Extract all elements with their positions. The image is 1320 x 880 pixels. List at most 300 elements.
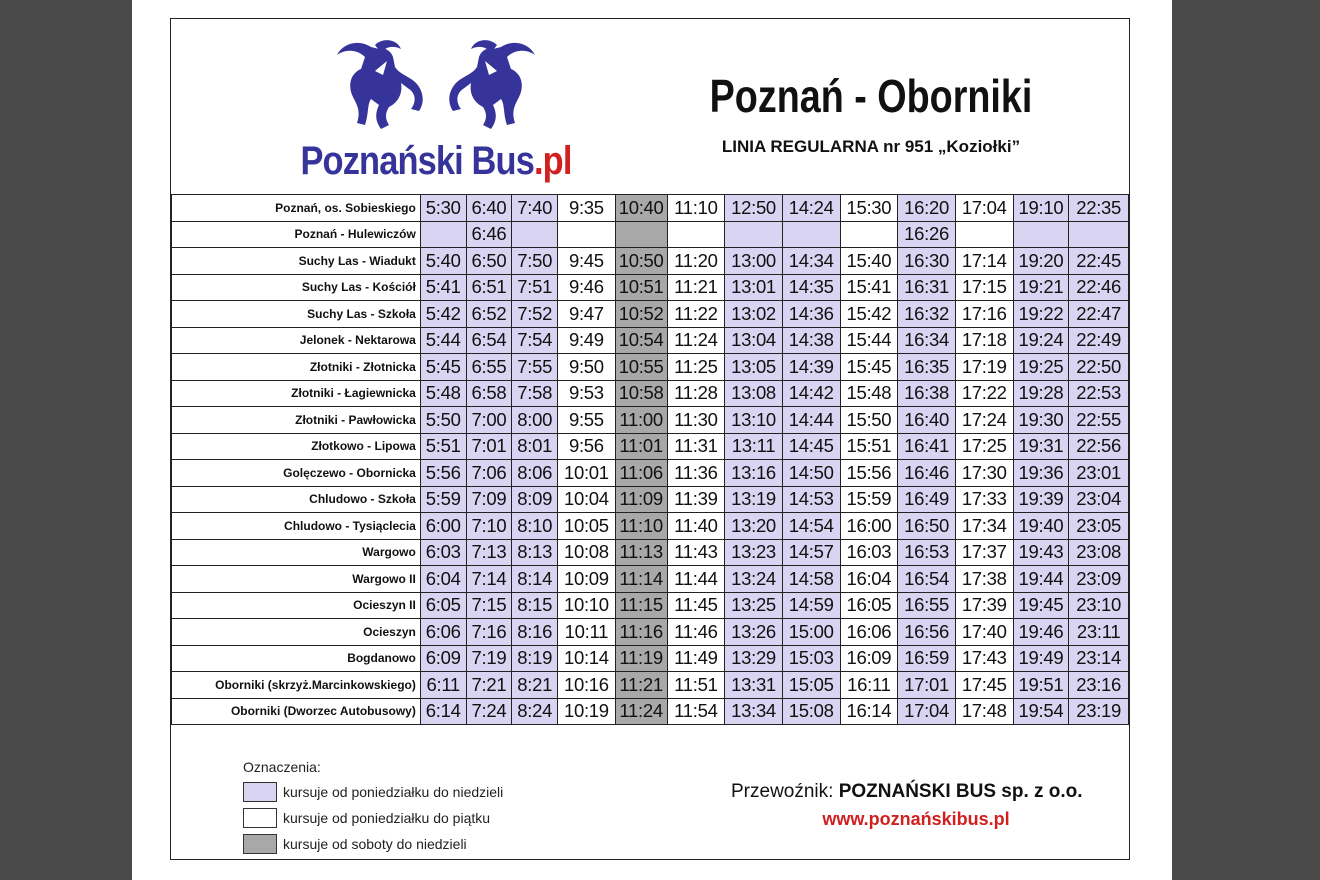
departure-time: 23:19 (1069, 698, 1129, 725)
departure-time: 15:00 (782, 619, 840, 646)
departure-time: 17:01 (898, 672, 956, 699)
departure-time: 17:37 (955, 539, 1013, 566)
departure-time: 14:35 (782, 274, 840, 301)
stop-row (172, 248, 1129, 275)
departure-time: 14:45 (782, 433, 840, 460)
departure-time: 6:03 (420, 539, 466, 566)
departure-time (1013, 221, 1069, 248)
departure-time: 7:58 (512, 380, 558, 407)
stop-row (172, 221, 1129, 248)
stop-row (172, 354, 1129, 381)
departure-time: 16:20 (898, 195, 956, 222)
departure-time: 5:59 (420, 486, 466, 513)
stop-name: Suchy Las - Wiadukt (172, 248, 421, 275)
departure-time: 15:44 (840, 327, 898, 354)
departure-time: 14:53 (782, 486, 840, 513)
departure-time: 10:04 (558, 486, 616, 513)
departure-time: 11:00 (615, 407, 667, 434)
stop-row (172, 513, 1129, 540)
stop-name: Suchy Las - Szkoła (172, 301, 421, 328)
legend-label: kursuje od soboty do niedzieli (283, 836, 467, 852)
departure-time: 9:55 (558, 407, 616, 434)
stop-name: Ocieszyn (172, 619, 421, 646)
legend-swatch-daily (243, 782, 277, 802)
departure-time (725, 221, 783, 248)
departure-time: 6:04 (420, 566, 466, 593)
departure-time: 9:46 (558, 274, 616, 301)
departure-time: 6:51 (466, 274, 512, 301)
departure-time: 17:34 (955, 513, 1013, 540)
departure-time: 15:41 (840, 274, 898, 301)
departure-time: 12:50 (725, 195, 783, 222)
departure-time: 9:50 (558, 354, 616, 381)
departure-time: 7:52 (512, 301, 558, 328)
legend-swatch-weekdays (243, 808, 277, 828)
departure-time: 22:45 (1069, 248, 1129, 275)
departure-time: 17:15 (955, 274, 1013, 301)
departure-time: 16:34 (898, 327, 956, 354)
departure-time: 17:45 (955, 672, 1013, 699)
departure-time: 5:48 (420, 380, 466, 407)
departure-time: 13:19 (725, 486, 783, 513)
stop-name: Poznań - Hulewiczów (172, 221, 421, 248)
departure-time: 14:58 (782, 566, 840, 593)
departure-time: 13:10 (725, 407, 783, 434)
departure-time: 11:13 (615, 539, 667, 566)
stop-row (172, 486, 1129, 513)
departure-time: 17:04 (898, 698, 956, 725)
departure-time: 7:21 (466, 672, 512, 699)
departure-time: 11:44 (667, 566, 725, 593)
departure-time: 9:35 (558, 195, 616, 222)
departure-time: 11:22 (667, 301, 725, 328)
departure-time: 15:51 (840, 433, 898, 460)
departure-time: 6:54 (466, 327, 512, 354)
stop-row (172, 698, 1129, 725)
departure-time: 13:16 (725, 460, 783, 487)
departure-time: 11:10 (615, 513, 667, 540)
departure-time: 17:48 (955, 698, 1013, 725)
departure-time: 23:11 (1069, 619, 1129, 646)
stop-name: Złotniki - Łagiewnicka (172, 380, 421, 407)
departure-time: 6:09 (420, 645, 466, 672)
departure-time: 7:55 (512, 354, 558, 381)
departure-time: 11:15 (615, 592, 667, 619)
departure-time: 13:26 (725, 619, 783, 646)
departure-time: 16:59 (898, 645, 956, 672)
departure-time: 11:28 (667, 380, 725, 407)
stop-row (172, 195, 1129, 222)
departure-time: 9:45 (558, 248, 616, 275)
departure-time: 11:24 (615, 698, 667, 725)
departure-time: 19:49 (1013, 645, 1069, 672)
departure-time: 16:14 (840, 698, 898, 725)
departure-time (840, 221, 898, 248)
legend-item-weekend (243, 831, 503, 857)
departure-time: 22:46 (1069, 274, 1129, 301)
logo-text-main: Poznański Bus (300, 139, 534, 183)
departure-time: 8:13 (512, 539, 558, 566)
departure-time: 10:14 (558, 645, 616, 672)
departure-time: 11:10 (667, 195, 725, 222)
departure-time: 15:45 (840, 354, 898, 381)
departure-time: 23:09 (1069, 566, 1129, 593)
stop-row (172, 566, 1129, 593)
departure-time: 16:56 (898, 619, 956, 646)
departure-time (955, 221, 1013, 248)
departure-time: 14:54 (782, 513, 840, 540)
departure-time (558, 221, 616, 248)
departure-time: 7:50 (512, 248, 558, 275)
stop-row (172, 433, 1129, 460)
logo-text (294, 139, 578, 184)
departure-time: 17:14 (955, 248, 1013, 275)
stop-name: Chludowo - Tysiąclecia (172, 513, 421, 540)
departure-time: 16:03 (840, 539, 898, 566)
departure-time: 14:38 (782, 327, 840, 354)
stop-name: Oborniki (Dworzec Autobusowy) (172, 698, 421, 725)
carrier-name: POZNAŃSKI BUS sp. z o.o. (838, 781, 1083, 802)
stop-name: Wargowo II (172, 566, 421, 593)
departure-time: 17:19 (955, 354, 1013, 381)
departure-time: 22:47 (1069, 301, 1129, 328)
departure-time: 17:30 (955, 460, 1013, 487)
departure-time: 8:14 (512, 566, 558, 593)
departure-time: 8:10 (512, 513, 558, 540)
legend-label: kursuje od poniedziałku do niedzieli (283, 784, 504, 800)
departure-time: 22:55 (1069, 407, 1129, 434)
departure-time: 17:24 (955, 407, 1013, 434)
departure-time: 22:56 (1069, 433, 1129, 460)
departure-time: 10:05 (558, 513, 616, 540)
departure-time: 17:40 (955, 619, 1013, 646)
departure-time: 16:32 (898, 301, 956, 328)
departure-time: 19:36 (1013, 460, 1069, 487)
departure-time: 7:06 (466, 460, 512, 487)
departure-time: 7:00 (466, 407, 512, 434)
stop-name: Ocieszyn II (172, 592, 421, 619)
departure-time: 7:10 (466, 513, 512, 540)
departure-time: 23:04 (1069, 486, 1129, 513)
departure-time: 19:25 (1013, 354, 1069, 381)
stop-name: Suchy Las - Kościół (172, 274, 421, 301)
departure-time: 8:06 (512, 460, 558, 487)
stop-name: Jelonek - Nektarowa (172, 327, 421, 354)
departure-time (615, 221, 667, 248)
departure-time: 15:59 (840, 486, 898, 513)
stop-name: Poznań, os. Sobieskiego (172, 195, 421, 222)
departure-time: 16:35 (898, 354, 956, 381)
departure-time: 7:09 (466, 486, 512, 513)
departure-time: 5:50 (420, 407, 466, 434)
departure-time: 19:28 (1013, 380, 1069, 407)
departure-time: 8:01 (512, 433, 558, 460)
departure-time: 11:45 (667, 592, 725, 619)
departure-time: 11:16 (615, 619, 667, 646)
departure-time: 14:44 (782, 407, 840, 434)
departure-time: 7:16 (466, 619, 512, 646)
departure-time: 16:26 (898, 221, 956, 248)
departure-time: 11:30 (667, 407, 725, 434)
route-subtitle: LINIA REGULARNA nr 951 „Koziołki” (721, 137, 1021, 156)
departure-time: 13:34 (725, 698, 783, 725)
departure-time: 6:06 (420, 619, 466, 646)
departure-time: 15:48 (840, 380, 898, 407)
legend (243, 759, 503, 857)
departure-time: 17:25 (955, 433, 1013, 460)
departure-time: 11:21 (615, 672, 667, 699)
departure-time: 13:11 (725, 433, 783, 460)
stop-row (172, 327, 1129, 354)
departure-time: 5:44 (420, 327, 466, 354)
goat-icon (271, 39, 601, 139)
departure-time: 11:09 (615, 486, 667, 513)
stop-name: Złotniki - Złotnicka (172, 354, 421, 381)
departure-time: 11:19 (615, 645, 667, 672)
departure-time: 14:34 (782, 248, 840, 275)
departure-time: 11:54 (667, 698, 725, 725)
departure-time: 9:49 (558, 327, 616, 354)
stop-name: Golęczewo - Obornicka (172, 460, 421, 487)
departure-time: 15:42 (840, 301, 898, 328)
stop-row (172, 539, 1129, 566)
departure-time: 14:50 (782, 460, 840, 487)
departure-time: 15:50 (840, 407, 898, 434)
departure-time: 19:22 (1013, 301, 1069, 328)
departure-time: 19:21 (1013, 274, 1069, 301)
departure-time: 13:23 (725, 539, 783, 566)
departure-time: 11:43 (667, 539, 725, 566)
departure-time (667, 221, 725, 248)
departure-time: 6:40 (466, 195, 512, 222)
departure-time: 17:33 (955, 486, 1013, 513)
departure-time: 9:53 (558, 380, 616, 407)
stop-row (172, 301, 1129, 328)
departure-time: 15:03 (782, 645, 840, 672)
departure-time: 8:16 (512, 619, 558, 646)
departure-time: 17:18 (955, 327, 1013, 354)
stop-row (172, 592, 1129, 619)
departure-time: 23:01 (1069, 460, 1129, 487)
departure-time: 11:46 (667, 619, 725, 646)
timetable (171, 194, 1129, 725)
carrier-info (731, 781, 1083, 803)
departure-time: 13:20 (725, 513, 783, 540)
departure-time: 8:21 (512, 672, 558, 699)
stop-name: Chludowo - Szkoła (172, 486, 421, 513)
departure-time: 17:38 (955, 566, 1013, 593)
departure-time: 16:50 (898, 513, 956, 540)
departure-time: 11:25 (667, 354, 725, 381)
departure-time: 16:41 (898, 433, 956, 460)
departure-time: 5:40 (420, 248, 466, 275)
departure-time: 8:19 (512, 645, 558, 672)
stop-name: Złotkowo - Lipowa (172, 433, 421, 460)
departure-time: 8:00 (512, 407, 558, 434)
departure-time: 19:40 (1013, 513, 1069, 540)
departure-time: 14:36 (782, 301, 840, 328)
departure-time: 11:06 (615, 460, 667, 487)
departure-time: 6:55 (466, 354, 512, 381)
departure-time: 10:52 (615, 301, 667, 328)
departure-time: 13:04 (725, 327, 783, 354)
legend-item-daily (243, 779, 503, 805)
departure-time: 23:10 (1069, 592, 1129, 619)
legend-label: kursuje od poniedziałku do piątku (283, 810, 491, 826)
departure-time: 5:41 (420, 274, 466, 301)
departure-time: 11:51 (667, 672, 725, 699)
departure-time: 17:39 (955, 592, 1013, 619)
departure-time: 10:16 (558, 672, 616, 699)
departure-time: 15:56 (840, 460, 898, 487)
departure-time: 14:39 (782, 354, 840, 381)
timetable-sheet (132, 0, 1172, 880)
departure-time: 7:19 (466, 645, 512, 672)
departure-time: 10:19 (558, 698, 616, 725)
departure-time: 6:50 (466, 248, 512, 275)
departure-time: 6:58 (466, 380, 512, 407)
departure-time: 22:35 (1069, 195, 1129, 222)
departure-time: 6:14 (420, 698, 466, 725)
stop-name: Bogdanowo (172, 645, 421, 672)
legend-item-weekdays (243, 805, 503, 831)
departure-time: 9:47 (558, 301, 616, 328)
departure-time: 10:01 (558, 460, 616, 487)
departure-time: 19:10 (1013, 195, 1069, 222)
stop-row (172, 380, 1129, 407)
departure-time: 11:20 (667, 248, 725, 275)
departure-time: 13:08 (725, 380, 783, 407)
departure-time: 23:05 (1069, 513, 1129, 540)
stop-row (172, 672, 1129, 699)
departure-time: 19:45 (1013, 592, 1069, 619)
departure-time: 7:51 (512, 274, 558, 301)
departure-time: 17:22 (955, 380, 1013, 407)
departure-time (782, 221, 840, 248)
departure-time: 14:24 (782, 195, 840, 222)
departure-time: 16:00 (840, 513, 898, 540)
departure-time: 19:39 (1013, 486, 1069, 513)
departure-time: 5:51 (420, 433, 466, 460)
departure-time: 16:54 (898, 566, 956, 593)
website-link[interactable]: www.poznańskibus.pl (822, 809, 1010, 829)
departure-time: 7:14 (466, 566, 512, 593)
departure-time: 17:16 (955, 301, 1013, 328)
departure-time: 19:20 (1013, 248, 1069, 275)
departure-time: 22:49 (1069, 327, 1129, 354)
departure-time: 19:44 (1013, 566, 1069, 593)
departure-time: 16:06 (840, 619, 898, 646)
departure-time: 15:40 (840, 248, 898, 275)
departure-time: 6:05 (420, 592, 466, 619)
departure-time (512, 221, 558, 248)
departure-time: 13:29 (725, 645, 783, 672)
stop-row (172, 407, 1129, 434)
departure-time: 16:30 (898, 248, 956, 275)
departure-time: 19:31 (1013, 433, 1069, 460)
departure-time: 6:11 (420, 672, 466, 699)
departure-time: 11:21 (667, 274, 725, 301)
departure-time (420, 221, 466, 248)
departure-time: 11:49 (667, 645, 725, 672)
stop-name: Oborniki (skrzyż.Marcinkowskiego) (172, 672, 421, 699)
departure-time: 23:16 (1069, 672, 1129, 699)
departure-time: 23:08 (1069, 539, 1129, 566)
departure-time: 16:40 (898, 407, 956, 434)
brand-logo (271, 39, 601, 189)
departure-time: 8:24 (512, 698, 558, 725)
departure-time: 11:24 (667, 327, 725, 354)
departure-time: 10:10 (558, 592, 616, 619)
departure-time: 13:00 (725, 248, 783, 275)
departure-time: 13:01 (725, 274, 783, 301)
departure-time: 19:43 (1013, 539, 1069, 566)
departure-time: 11:01 (615, 433, 667, 460)
departure-time: 16:53 (898, 539, 956, 566)
legend-swatch-weekend (243, 834, 277, 854)
departure-time: 11:14 (615, 566, 667, 593)
departure-time: 15:05 (782, 672, 840, 699)
stop-row (172, 619, 1129, 646)
departure-time: 13:02 (725, 301, 783, 328)
departure-time: 9:56 (558, 433, 616, 460)
departure-time: 19:24 (1013, 327, 1069, 354)
departure-time: 10:58 (615, 380, 667, 407)
departure-time: 16:46 (898, 460, 956, 487)
departure-time: 16:49 (898, 486, 956, 513)
departure-time: 14:57 (782, 539, 840, 566)
departure-time: 10:09 (558, 566, 616, 593)
departure-time: 5:30 (420, 195, 466, 222)
departure-time: 14:59 (782, 592, 840, 619)
departure-time: 16:55 (898, 592, 956, 619)
departure-time: 10:55 (615, 354, 667, 381)
departure-time: 10:08 (558, 539, 616, 566)
stop-row (172, 645, 1129, 672)
departure-time: 14:42 (782, 380, 840, 407)
departure-time: 15:30 (840, 195, 898, 222)
departure-time: 6:52 (466, 301, 512, 328)
departure-time: 5:56 (420, 460, 466, 487)
departure-time: 10:54 (615, 327, 667, 354)
departure-time: 10:40 (615, 195, 667, 222)
stop-row (172, 274, 1129, 301)
departure-time: 5:42 (420, 301, 466, 328)
carrier-label: Przewoźnik: (731, 781, 834, 802)
departure-time: 7:13 (466, 539, 512, 566)
departure-time: 10:11 (558, 619, 616, 646)
route-title: Poznań - Oborniki (709, 70, 1033, 122)
departure-time: 23:14 (1069, 645, 1129, 672)
departure-time: 11:39 (667, 486, 725, 513)
departure-time: 16:04 (840, 566, 898, 593)
departure-time: 19:51 (1013, 672, 1069, 699)
departure-time: 17:04 (955, 195, 1013, 222)
departure-time: 17:43 (955, 645, 1013, 672)
departure-time: 19:54 (1013, 698, 1069, 725)
departure-time (1069, 221, 1129, 248)
stop-row (172, 460, 1129, 487)
departure-time: 11:36 (667, 460, 725, 487)
departure-time: 16:31 (898, 274, 956, 301)
departure-time: 19:30 (1013, 407, 1069, 434)
logo-text-suffix: .pl (533, 139, 572, 183)
departure-time: 13:31 (725, 672, 783, 699)
departure-time: 13:05 (725, 354, 783, 381)
stop-name: Złotniki - Pawłowicka (172, 407, 421, 434)
departure-time: 16:38 (898, 380, 956, 407)
timetable-frame (170, 18, 1130, 860)
